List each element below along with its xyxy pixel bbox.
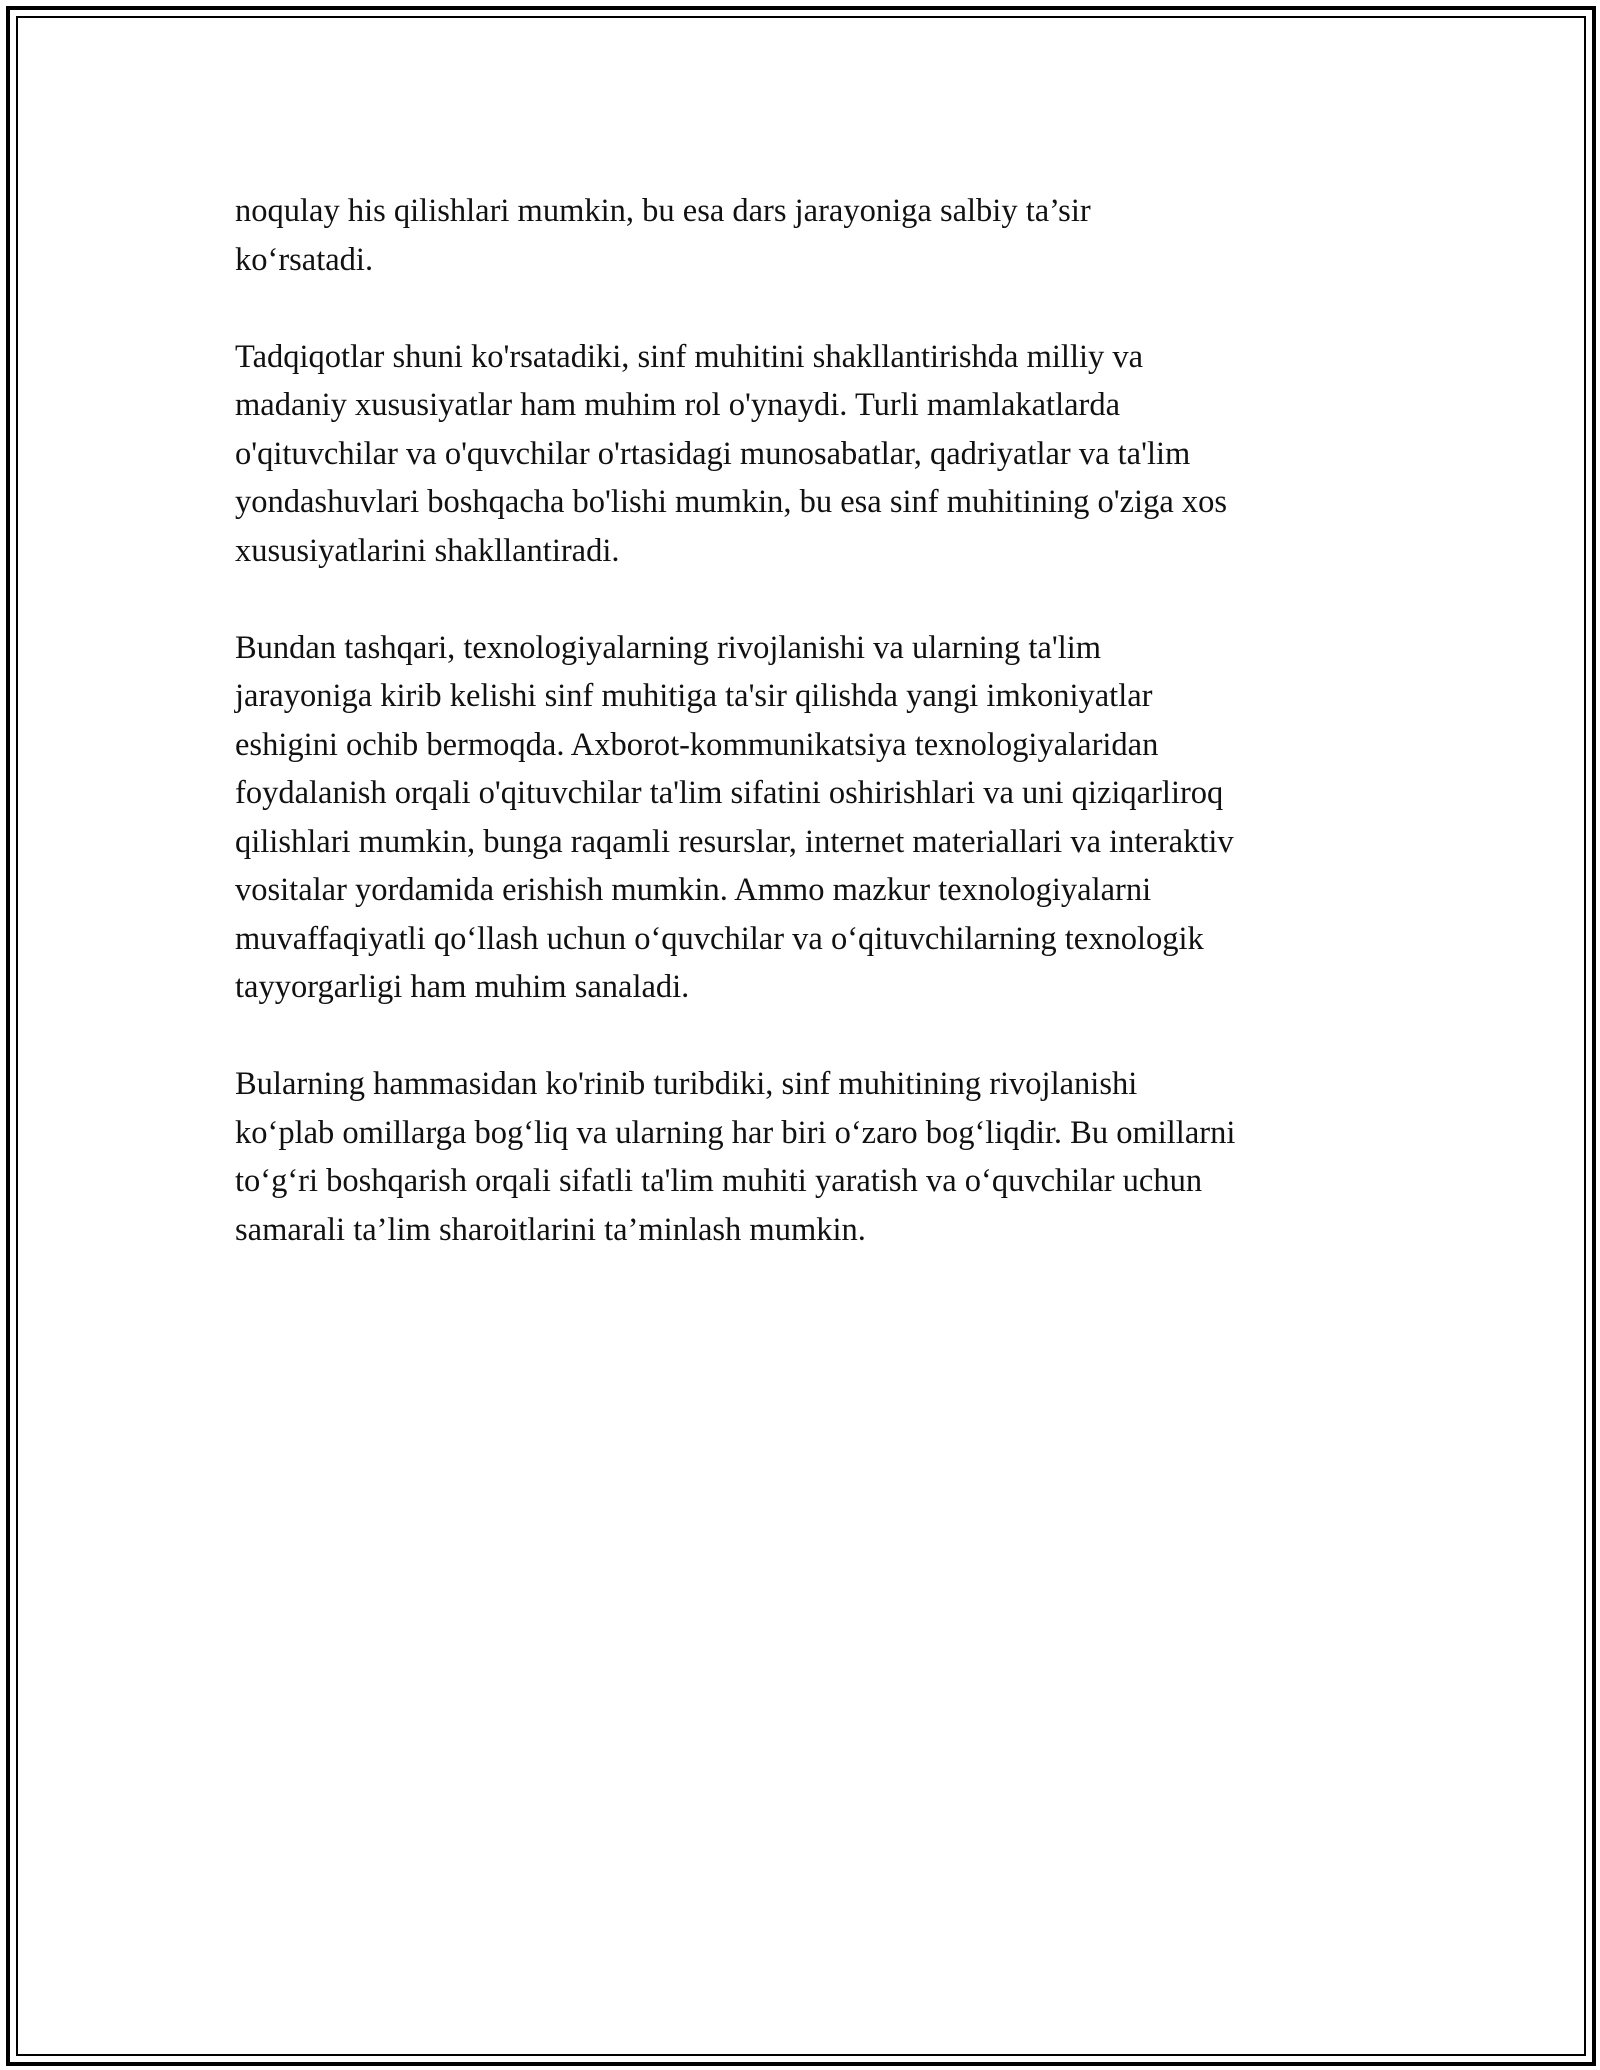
text-line: muvaffaqiyatli qo‘llash uchun o‘quvchilar va o‘qituvchilarning texnologik (235, 920, 1204, 957)
paragraph-4 (235, 1060, 1385, 1254)
text-line: tayyorgarligi ham muhim sanaladi. (235, 969, 690, 1005)
text-line: foydalanish orqali o'qituvchilar ta'lim sifatini oshirishlari va uni qiziqarliroq (235, 775, 1224, 811)
text-line: jarayoniga kirib kelishi sinf muhitiga ta'sir qilishda yangi imkoniyatlar (235, 678, 1153, 714)
text-line: to‘g‘ri boshqarish orqali sifatli ta'lim muhiti yaratish va o‘quvchilar uchun (235, 1163, 1203, 1199)
text-line: xususiyatlarini shakllantiradi. (235, 532, 620, 569)
paragraph-1 (235, 187, 1385, 284)
text-line: Bularning hammasidan ko'rinib turibdiki, sinf muhitining rivojlanishi (235, 1066, 1138, 1102)
document-body (235, 187, 1385, 1303)
text-line: qilishlari mumkin, bunga raqamli resurslar, internet materiallari va interaktiv (235, 823, 1234, 860)
text-line: yondashuvlari boshqacha bo'lishi mumkin, bu esa sinf muhitining o'ziga xos (235, 484, 1228, 520)
text-line: o'qituvchilar va o'quvchilar o'rtasidagi munosabatlar, qadriyatlar va ta'lim (235, 435, 1191, 472)
text-line: eshigini ochib bermoqda. Axborot-kommunikatsiya texnologiyalaridan (235, 726, 1159, 763)
paragraph-3 (235, 624, 1385, 1012)
text-line: samarali ta’lim sharoitlarini ta’minlash mumkin. (235, 1211, 866, 1248)
text-line: ko‘plab omillarga bog‘liq va ularning har biri o‘zaro bog‘liqdir. Bu omillarni (235, 1114, 1236, 1151)
text-line: vositalar yordamida erishish mumkin. Ammo mazkur texnologiyalarni (235, 872, 1152, 908)
text-line: madaniy xususiyatlar ham muhim rol o'ynaydi. Turli mamlakatlarda (235, 387, 1121, 423)
text-line: Bundan tashqari, texnologiyalarning rivojlanishi va ularning ta'lim (235, 629, 1102, 666)
text-line: ko‘rsatadi. (235, 241, 374, 278)
text-line: noqulay his qilishlari mumkin, bu esa dars jarayoniga salbiy ta’sir (235, 193, 1091, 229)
text-line: Tadqiqotlar shuni ko'rsatadiki, sinf muhitini shakllantirishda milliy va (235, 338, 1144, 375)
paragraph-2 (235, 333, 1385, 576)
